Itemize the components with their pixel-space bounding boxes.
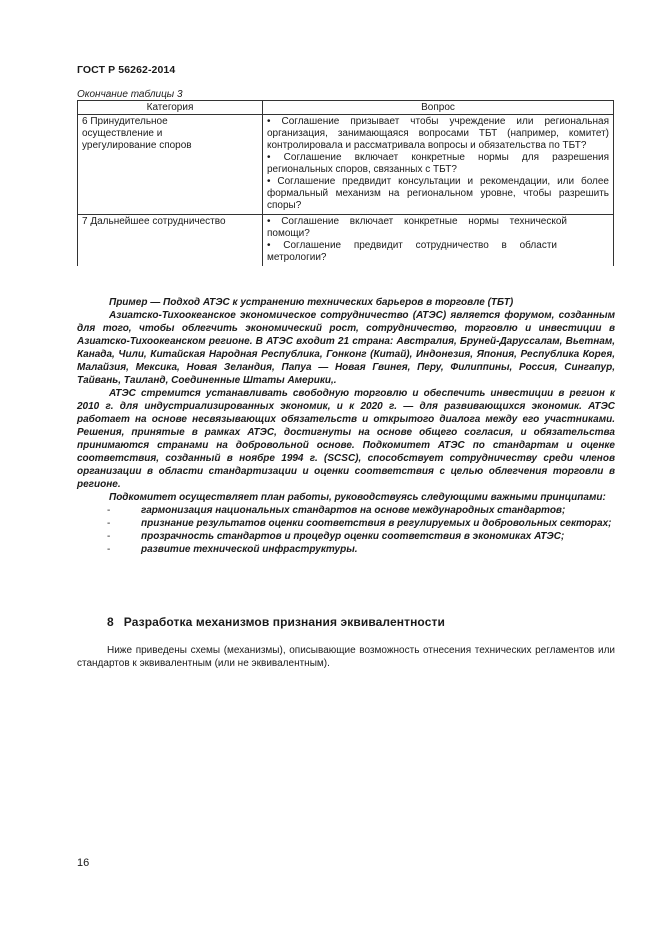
category-text: 7 Дальнейшее сотрудничество: [82, 216, 226, 227]
list-item-text: развитие технической инфраструктуры.: [141, 544, 358, 555]
bullet-dash: -: [107, 531, 111, 542]
example-paragraph: Подкомитет осуществляет план работы, руководствуясь следующими важными принципами:: [109, 492, 606, 503]
page-number: 16: [77, 857, 90, 869]
section-heading: [107, 615, 445, 629]
principles-list: [77, 504, 615, 556]
table-row: [78, 215, 614, 267]
criteria-table: [77, 100, 614, 266]
example-block: [77, 296, 615, 556]
list-item: [77, 517, 615, 530]
table-header-row: [78, 101, 614, 115]
list-item: [77, 530, 615, 543]
example-paragraph: Азиатско-Тихоокеанское экономическое сотрудничество (АТЭС) является форумом, созданным для того, чтобы облегчить экономический рост, сотрудничество, торговлю и инвестиции в Азиатско-Тихоокеанском регионе. В АТЭС входит 21 страна: Австралия, Бруней-Даруссалам, Вьетнам, Канада, Чили, Китайская Народная Республика, Гонконг (Китай), Индонезия, Япония, Республика Корея, Малайзия, Мексика, Новая Зеландия, Папуа — Новая Гвинея, Перу, Филиппины, Россия, Сингапур, Тайвань, Таиланд, Соединенные Штаты Америки,.: [77, 310, 615, 386]
list-item-text: прозрачность стандартов и процедур оценки соответствия в экономиках АТЭС;: [141, 531, 565, 542]
list-item-text: признание результатов оценки соответствия в регулируемых и добровольных секторах;: [141, 518, 612, 529]
section-title-text: Разработка механизмов признания эквивалентности: [123, 615, 445, 629]
bullet-dash: -: [107, 544, 111, 555]
question-item: • Соглашение предвидит сотрудничество в области метрологии?: [267, 240, 557, 263]
bullet-dash: -: [107, 505, 111, 516]
table-row: [78, 115, 614, 215]
section-body-text: Ниже приведены схемы (механизмы), описывающие возможность отнесения технических регламентов или стандартов к эквивалентным (или не эквивалентным).: [77, 645, 615, 669]
question-item: • Соглашение предвидит консультации и рекомендации, или более формальный механизм на региональном уровне, чтобы разрешить споры?: [267, 176, 609, 211]
header-question: Вопрос: [263, 101, 614, 115]
question-item: • Соглашение включает конкретные нормы для разрешения региональных споров, связанных с ТБТ?: [267, 152, 609, 175]
header-category: Категория: [78, 101, 263, 115]
question-item: • Соглашение призывает чтобы учреждение или региональная организация, занимающаяся вопросами ТБТ (например, комитет) контролировала и рассматривала вопросы и обязательства по ТБТ?: [267, 116, 609, 151]
row-category: [78, 115, 263, 215]
question-item: • Соглашение включает конкретные нормы технической помощи?: [267, 216, 567, 239]
category-text: 6 Принудительное осуществление и урегулирование споров: [82, 116, 192, 151]
list-item-text: гармонизация национальных стандартов на основе международных стандартов;: [141, 505, 566, 516]
row-category: [78, 215, 263, 267]
example-title: Пример — Подход АТЭС к устранению технических барьеров в торговле (ТБТ): [109, 297, 514, 308]
row-questions: [263, 215, 614, 267]
list-item: [77, 504, 615, 517]
example-paragraph: АТЭС стремится устанавливать свободную торговлю и обеспечить инвестиции в регион к 2010 г. для индустриализированных экономик, и к 2020 г. — для развивающихся экономик. АТЭС работает на основе несвязывающих обязательств и открытого диалога между его участниками. Решения, принятые в рамках АТЭС, достигнуты на основе общего согласия, и обязательства принимаются странами на добровольной основе. Подкомитет АТЭС по стандартам и оценке соответствия, созданный в ноябре 1994 г. (SCSC), способствует сотрудничеству среди членов организации в области стандартизации и оценки соответствия с целью облегчения торговли в регионе.: [77, 388, 615, 490]
list-item: [77, 543, 615, 556]
document-header: ГОСТ Р 56262-2014: [77, 64, 176, 76]
table-caption: Окончание таблицы 3: [77, 89, 183, 100]
section-number: 8: [107, 615, 114, 629]
bullet-dash: -: [107, 518, 111, 529]
row-questions: [263, 115, 614, 215]
